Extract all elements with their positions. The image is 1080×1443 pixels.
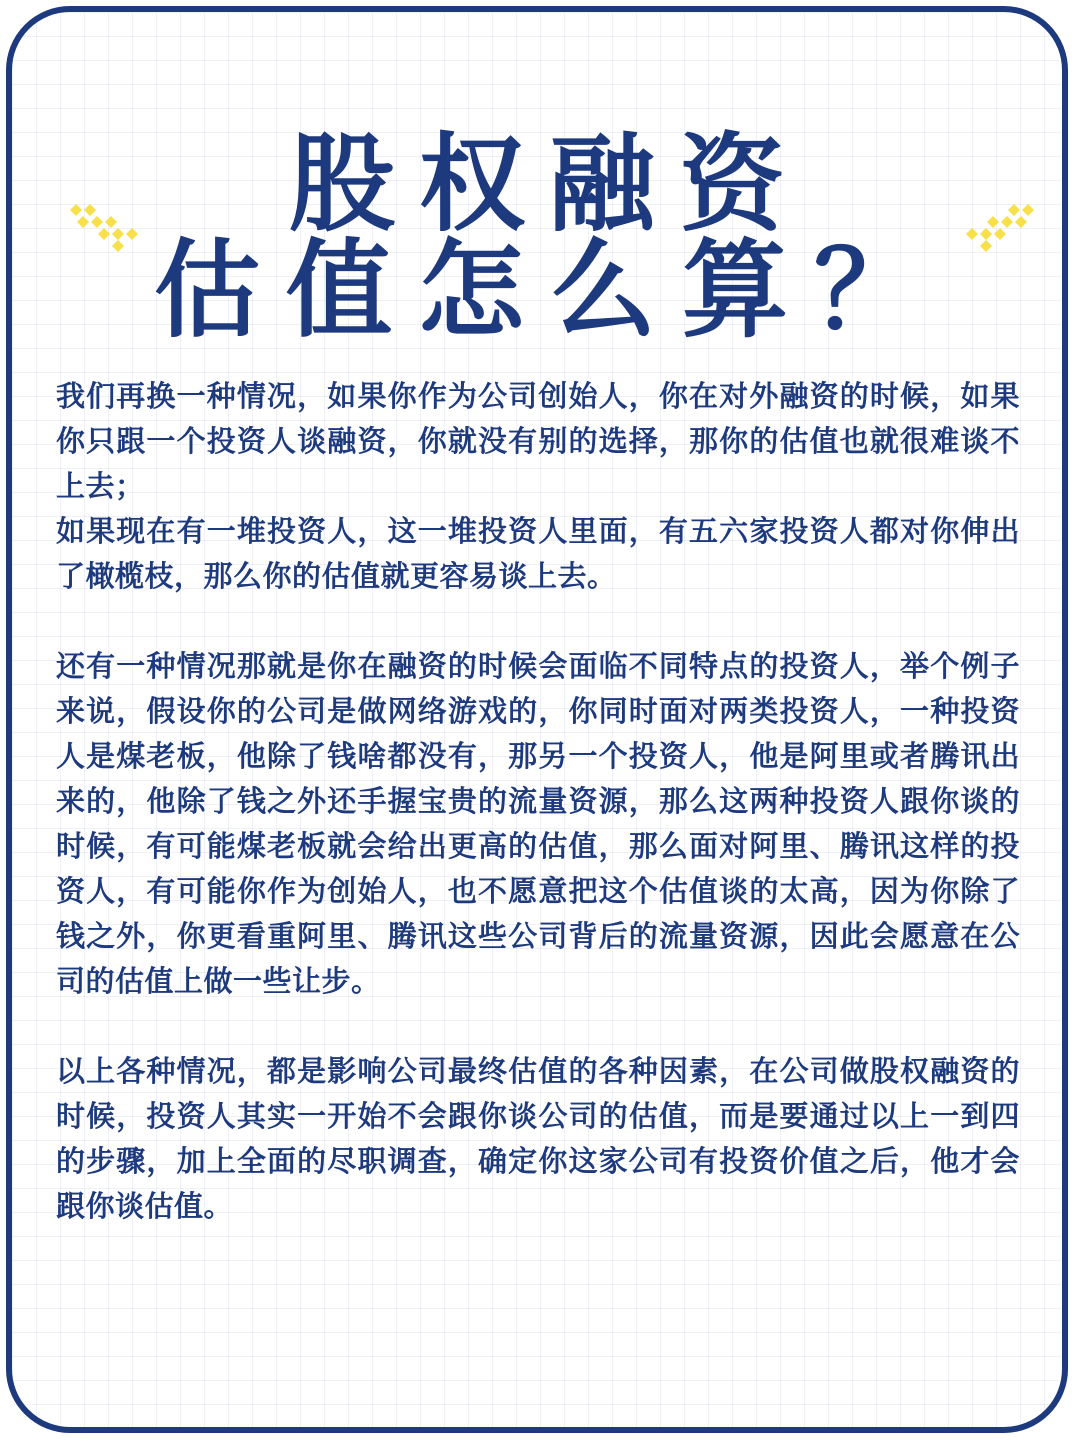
paragraph: 如果现在有一堆投资人，这一堆投资人里面，有五六家投资人都对你伸出了橄榄枝，那么你的估值就更容易谈上去。 bbox=[56, 514, 1020, 593]
content-card bbox=[6, 6, 1068, 1433]
article-body bbox=[56, 374, 1020, 1229]
page-title-line-1: 股权融资 bbox=[289, 123, 809, 246]
paragraph: 以上各种情况，都是影响公司最终估值的各种因素，在公司做股权融资的时候，投资人其实一开始不会跟你谈公司的估值，而是要通过以上一到四的步骤，加上全面的尽职调查，确定你这家公司有投资价值之后，他才会跟你谈估值。 bbox=[56, 1054, 1020, 1223]
page-title-line-2: 估值怎么算？ bbox=[154, 229, 946, 352]
paragraph: 还有一种情况那就是你在融资的时候会面临不同特点的投资人，举个例子来说，假设你的公司是做网络游戏的，你同时面对两类投资人，一种投资人是煤老板，他除了钱啥都没有，那另一个投资人，他是阿里或者腾讯出来的，他除了钱之外还手握宝贵的流量资源，那么这两种投资人跟你谈的时候，有可能煤老板就会给出更高的估值，那么面对阿里、腾讯这样的投资人，有可能你作为创始人，也不愿意把这个估值谈的太高，因为你除了钱之外，你更看重阿里、腾讯这些公司背后的流量资源，因此会愿意在公司的估值上做一些让步。 bbox=[56, 649, 1020, 998]
paragraph-gap bbox=[56, 599, 1020, 644]
paragraph-gap bbox=[56, 1004, 1020, 1049]
paragraph: 我们再换一种情况，如果你作为公司创始人，你在对外融资的时候，如果你只跟一个投资人谈融资，你就没有别的选择，那你的估值也就很难谈不上去； bbox=[56, 379, 1020, 503]
